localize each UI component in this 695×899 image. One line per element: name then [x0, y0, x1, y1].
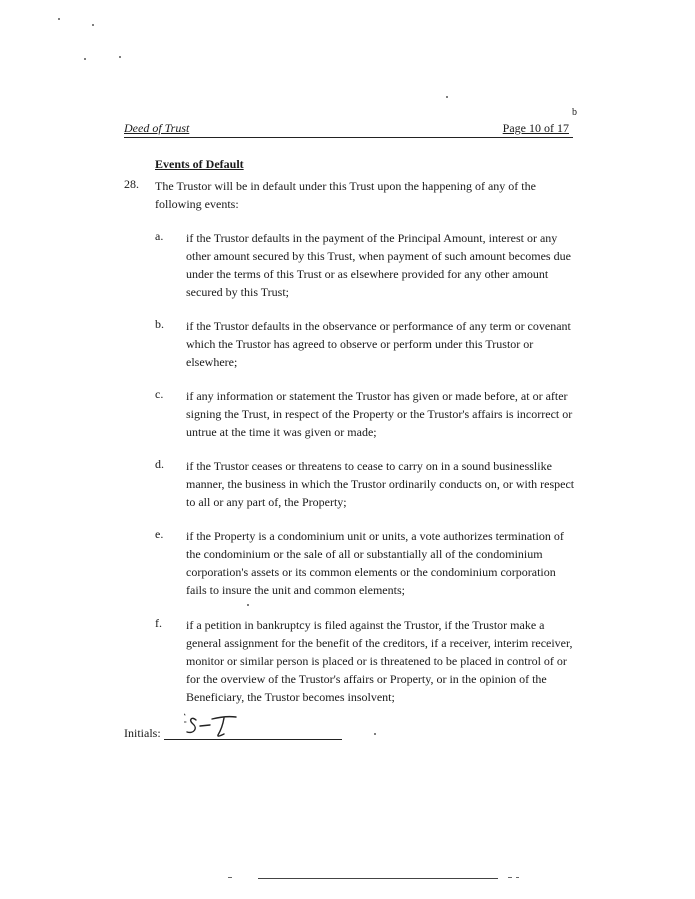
scan-speck — [374, 733, 376, 735]
item-text: if the Trustor ceases or threatens to cease to carry on in a sound businesslike manner, the business in which the Trustor ordinarily conducts on, or with respect to all or any part of, the Property; — [186, 459, 575, 509]
scan-speck — [247, 604, 249, 606]
scan-speck — [119, 56, 121, 58]
item-text: if the Trustor defaults in the observance or performance of any term or covenant which the Trustor has agreed to observe or perform under this Trustor or elsewhere; — [186, 319, 571, 369]
item-text: if a petition in bankruptcy is filed against the Trustor, if the Trustor make a general assignment for the benefit of the creditors, if a receiver, interim receiver, monitor or similar person is placed or is threatened to be placed in control of or for the overview of the Trustor's affairs or Property, or in the opinion of the Beneficiary, the Trustor becomes insolvent; — [186, 618, 573, 704]
page-number: Page 10 of 17 — [502, 121, 569, 135]
item-letter: c. — [155, 387, 164, 401]
scan-dash — [508, 877, 512, 878]
scan-speck — [446, 96, 448, 98]
clause-intro: The Trustor will be in default under this Trust upon the happening of any of the following events: — [155, 179, 536, 211]
initials-label: Initials: — [124, 726, 161, 740]
section-heading: Events of Default — [155, 157, 244, 171]
item-letter: d. — [155, 457, 164, 471]
scan-dash — [516, 877, 519, 878]
item-letter: b. — [155, 317, 164, 331]
scan-speck — [58, 18, 60, 20]
item-text: if the Property is a condominium unit or units, a vote authorizes termination of the condominium or the sale of all or substantially all of the condominium corporation's assets or its common elements or the condominium corporation fails to insure the unit and common elements; — [186, 529, 564, 597]
document-title: Deed of Trust — [124, 121, 190, 135]
item-letter: a. — [155, 229, 164, 243]
clause-number: 28. — [124, 177, 139, 191]
scan-dash — [228, 877, 232, 878]
item-text: if the Trustor defaults in the payment of the Principal Amount, interest or any other amount secured by this Trust, when payment of such amount becomes due under the terms of this Trust or as elsewhere provided for any other amount secured by this Trust; — [186, 231, 571, 299]
header-mark: b — [572, 107, 577, 118]
initials-block — [124, 722, 344, 740]
item-letter: f. — [155, 616, 162, 630]
handwritten-initials — [184, 710, 254, 740]
item-text: if any information or statement the Trustor has given or made before, at or after signing the Trust, in respect of the Property or the Trustor's affairs is incorrect or untrue at the time it was given or made; — [186, 389, 573, 439]
footer-rule — [258, 878, 498, 879]
page-header — [124, 107, 577, 138]
scan-speck — [92, 24, 94, 26]
scan-speck — [84, 58, 86, 60]
item-letter: e. — [155, 527, 164, 541]
